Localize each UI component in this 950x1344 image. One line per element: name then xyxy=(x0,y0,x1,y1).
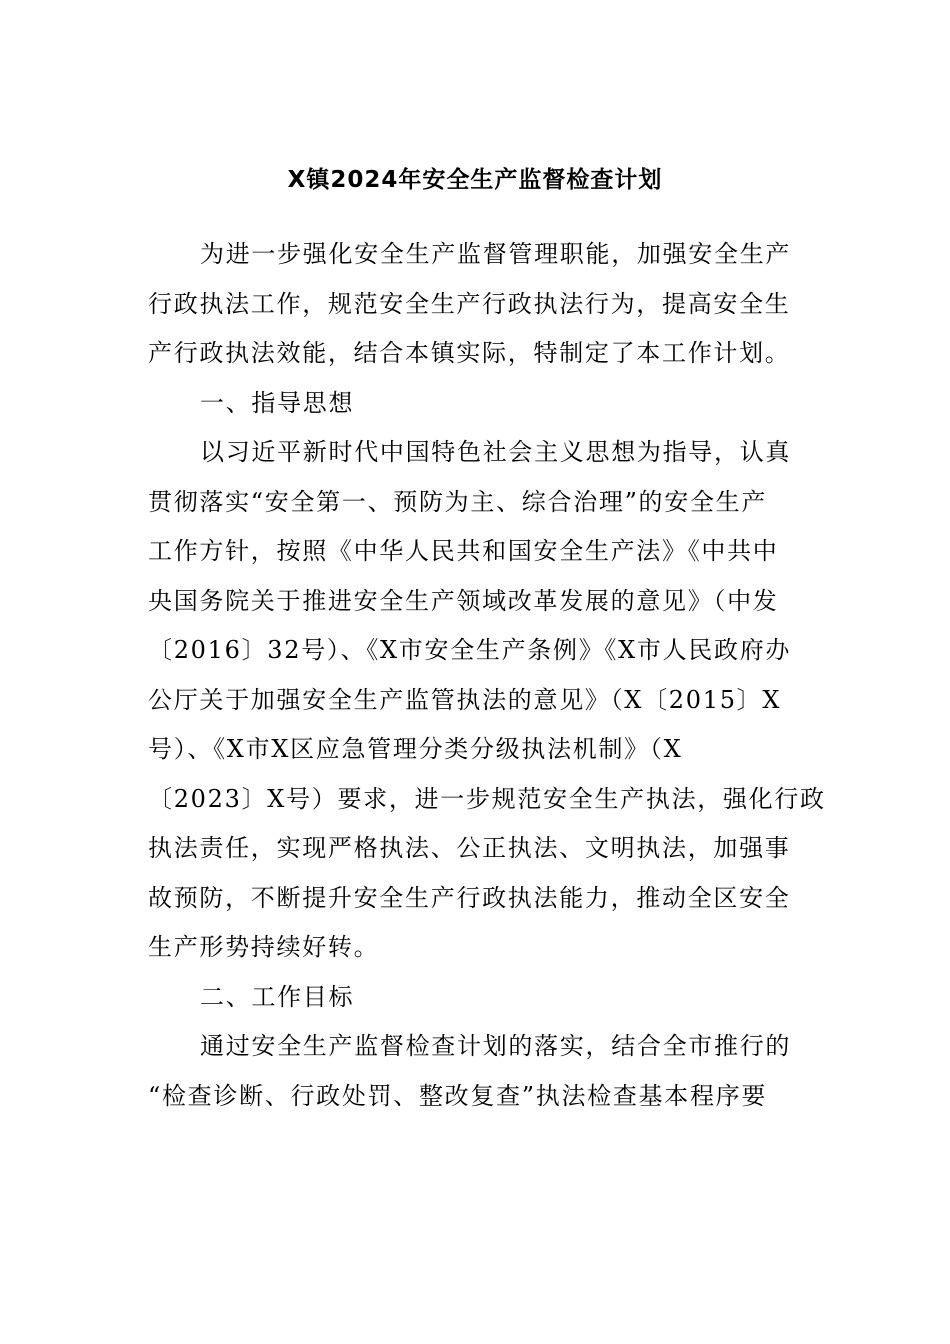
paragraph-line: 生产形势持续好转。 xyxy=(148,933,380,961)
document-title: X镇2024年安全生产监督检查计划 xyxy=(287,167,663,193)
paragraph-line: 产行政执法效能，结合本镇实际，特制定了本工作计划。 xyxy=(148,339,791,367)
paragraph-line: 行政执法工作，规范安全生产行政执法行为，提高安全生 xyxy=(148,289,791,318)
paragraph-line: 故预防，不断提升安全生产行政执法能力，推动全区安全 xyxy=(148,883,791,912)
paragraph-line: 央国务院关于推进安全生产领域改革发展的意见》（中发 xyxy=(148,586,779,615)
paragraph-line: 通过安全生产监督检查计划的落实，结合全市推行的 xyxy=(200,1032,792,1060)
paragraph-line: 〔2023〕X号）要求，进一步规范安全生产执法，强化行政 xyxy=(148,784,826,813)
section-heading: 二、工作目标 xyxy=(200,982,355,1011)
paragraph-line: 以习近平新时代中国特色社会主义思想为指导，认真 xyxy=(200,438,792,466)
paragraph-line: “检查诊断、行政处罚、整改复查”执法检查基本程序要 xyxy=(148,1081,768,1110)
paragraph-line: 为进一步强化安全生产监督管理职能，加强安全生产 xyxy=(200,240,792,268)
paragraph-line: 贯彻落实“安全第一、预防为主、综合治理”的安全生产 xyxy=(148,487,768,516)
paragraph-line: 工作方针，按照《中华人民共和国安全生产法》《中共中 xyxy=(148,537,779,565)
section-heading: 一、指导思想 xyxy=(200,388,355,417)
paragraph-line: 公厅关于加强安全生产监管执法的意见》（X〔2015〕X xyxy=(148,685,782,714)
paragraph-line: 号）、《X市X区应急管理分类分级执法机制》（X xyxy=(148,735,683,763)
paragraph-line: 〔2016〕32号）、《X市安全生产条例》《X市人民政府办 xyxy=(148,636,792,664)
document-body xyxy=(148,230,826,1121)
paragraph-line: 执法责任，实现严格执法、公正执法、文明执法，加强事 xyxy=(148,834,791,862)
